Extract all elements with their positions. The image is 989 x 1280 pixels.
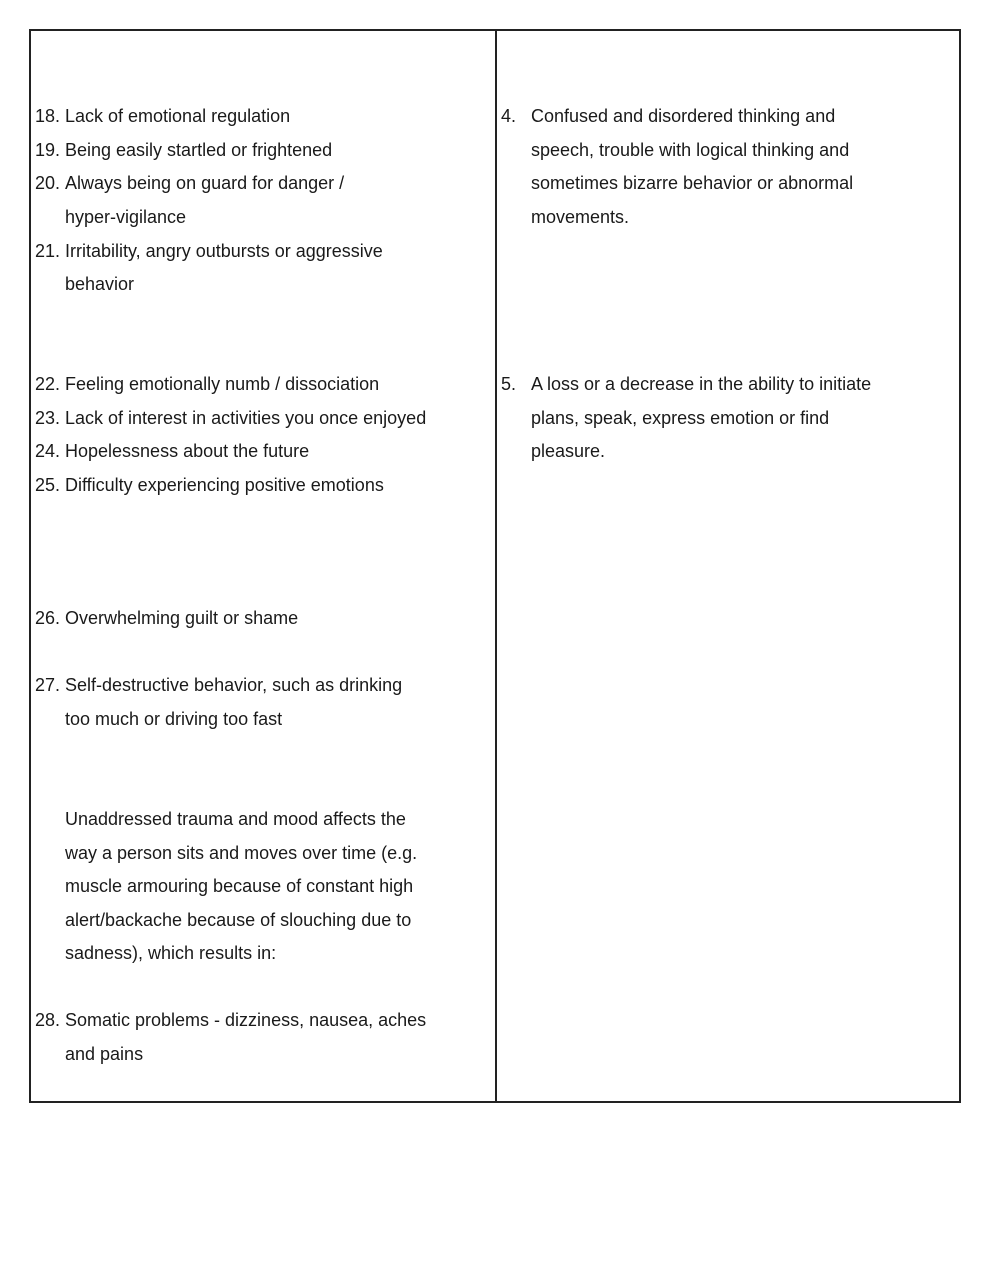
item-number: 4. bbox=[501, 106, 517, 126]
item-number: 28. bbox=[35, 1010, 61, 1030]
item-text: hyper-vigilance bbox=[65, 207, 187, 227]
item-text: Always being on guard for danger / bbox=[65, 173, 345, 193]
item-number: 23. bbox=[35, 408, 61, 428]
item-text: Overwhelming guilt or shame bbox=[65, 608, 299, 628]
item-text: Lack of emotional regulation bbox=[65, 106, 291, 126]
item-text: sometimes bizarre behavior or abnormal bbox=[531, 173, 854, 193]
item-number: 24. bbox=[35, 441, 61, 461]
item-number: 20. bbox=[35, 173, 61, 193]
item-number: 5. bbox=[501, 374, 517, 394]
paragraph-text: Unaddressed trauma and mood affects the bbox=[65, 809, 406, 829]
item-text: Feeling emotionally numb / dissociation bbox=[65, 374, 380, 394]
item-number: 19. bbox=[35, 140, 61, 160]
item-text: pleasure. bbox=[531, 441, 606, 461]
item-text: Somatic problems - dizziness, nausea, aches bbox=[65, 1010, 427, 1030]
item-text: speech, trouble with logical thinking and bbox=[531, 140, 850, 160]
item-text: Self-destructive behavior, such as drinking bbox=[65, 675, 403, 695]
item-number: 25. bbox=[35, 475, 61, 495]
item-number: 22. bbox=[35, 374, 61, 394]
item-text: Lack of interest in activities you once enjoyed bbox=[65, 408, 427, 428]
item-text: and pains bbox=[65, 1044, 144, 1064]
item-number: 27. bbox=[35, 675, 61, 695]
item-text: Irritability, angry outbursts or aggressive bbox=[65, 241, 383, 261]
item-text: Difficulty experiencing positive emotions bbox=[65, 475, 384, 495]
item-text: Confused and disordered thinking and bbox=[531, 106, 836, 126]
item-text: A loss or a decrease in the ability to initiate bbox=[531, 374, 872, 394]
item-number: 21. bbox=[35, 241, 61, 261]
paragraph-text: sadness), which results in: bbox=[65, 943, 277, 963]
item-text: Being easily startled or frightened bbox=[65, 140, 333, 160]
paragraph-text: alert/backache because of slouching due to bbox=[65, 910, 412, 930]
item-number: 26. bbox=[35, 608, 61, 628]
item-text: too much or driving too fast bbox=[65, 709, 283, 729]
paragraph-text: way a person sits and moves over time (e.g. bbox=[65, 843, 418, 863]
paragraph-text: muscle armouring because of constant high bbox=[65, 876, 414, 896]
item-text: Hopelessness about the future bbox=[65, 441, 310, 461]
column-divider bbox=[495, 31, 497, 1101]
item-text: plans, speak, express emotion or find bbox=[531, 408, 830, 428]
item-text: behavior bbox=[65, 274, 135, 294]
item-number: 18. bbox=[35, 106, 61, 126]
item-text: movements. bbox=[531, 207, 630, 227]
